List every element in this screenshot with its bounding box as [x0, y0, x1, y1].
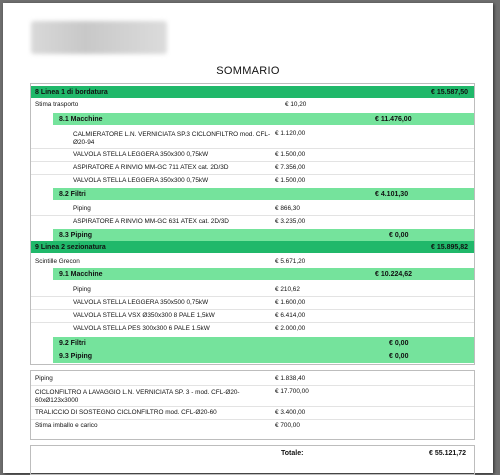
extras-table	[30, 370, 475, 440]
row-value: € 17.700,00	[275, 388, 309, 395]
row-label: VALVOLA STELLA VSX Ø350x300 8 PALE 1,5kW	[73, 312, 215, 319]
row-value: € 5.671,20	[275, 258, 306, 265]
row-value: € 7.356,00	[275, 164, 306, 171]
row-value: € 1.600,00	[275, 299, 306, 306]
list-item	[31, 326, 474, 336]
section-total: € 15.587,50	[431, 89, 468, 96]
row-label: TRALICCIO DI SOSTEGNO CICLONFILTRO mod. CFL-Ø20-60	[35, 409, 217, 416]
totale-label: Totale:	[281, 450, 304, 457]
row-value: € 2.000,00	[275, 325, 306, 332]
row-value: € 10,20	[285, 101, 307, 108]
section-label: 8.1 Macchine	[59, 116, 103, 123]
row-value: € 866,30	[275, 205, 300, 212]
row-value: € 3.235,00	[275, 218, 306, 225]
row-value: € 6.414,00	[275, 312, 306, 319]
section-total: € 11.476,00	[375, 116, 412, 123]
row-label: CICLONFILTRO A LAVAGGIO L.N. VERNICIATA SP. 3 - mod. CFL-Ø20-60xØ123x3000	[35, 389, 240, 404]
row-label: VALVOLA STELLA LEGGERA 350x300 0,75kW	[73, 151, 209, 158]
page-title: SOMMARIO	[216, 65, 280, 77]
section-label: 8.3 Piping	[59, 232, 93, 239]
section-total: € 0,00	[389, 340, 409, 347]
row-label: ASPIRATORE A RINVIO MM-GC 711 ATEX cat. 2D/3D	[73, 164, 229, 171]
row-label: VALVOLA STELLA PES 300x300 6 PALE 1.5kW	[73, 325, 210, 332]
section-8-2-header	[53, 188, 474, 200]
row-value: € 1.500,00	[275, 177, 306, 184]
section-8-1-header	[53, 113, 474, 125]
section-total: € 0,00	[389, 353, 409, 360]
row-label: Piping	[35, 375, 53, 382]
document-page	[3, 3, 493, 473]
section-total: € 10.224,62	[375, 271, 412, 278]
section-label: 9.2 Filtri	[59, 340, 86, 347]
company-logo-blurred	[31, 21, 167, 54]
section-8-header	[31, 86, 474, 98]
totale-row	[31, 450, 474, 462]
list-item	[31, 178, 474, 188]
section-9-2-9-3-block	[53, 337, 474, 363]
section-8-3-header	[53, 229, 474, 241]
totale-table	[30, 445, 475, 475]
section-total: € 4.101,30	[375, 191, 409, 198]
section-total: € 15.895,82	[431, 244, 468, 251]
row-label: Scintille Grecon	[35, 258, 80, 265]
section-label: 8 Linea 1 di bordatura	[35, 89, 108, 96]
section-label: 9 Linea 2 sezionatura	[35, 244, 106, 251]
section-9-1-header	[53, 268, 474, 280]
section-label: 9.3 Piping	[59, 353, 93, 360]
section-9-header	[31, 241, 474, 253]
section-label: 8.2 Filtri	[59, 191, 86, 198]
row-label: Stima trasporto	[35, 101, 79, 108]
row-label: Stima imballo e carico	[35, 422, 98, 429]
row-label: CALMIERATORE L.N. VERNICIATA SP.3 CICLONFILTRO mod. CFL-Ø20-94	[73, 131, 271, 146]
row-value: € 1.500,00	[275, 151, 306, 158]
totale-value: € 55.121,72	[429, 450, 466, 457]
section-label: 9.1 Macchine	[59, 271, 103, 278]
row-label: ASPIRATORE A RINVIO MM-GC 631 ATEX cat. 2D/3D	[73, 218, 229, 225]
list-item	[31, 389, 474, 407]
section-total: € 0,00	[389, 232, 409, 239]
row-value: € 700,00	[275, 422, 300, 429]
row-label: Piping	[73, 205, 91, 212]
row-value: € 3.400,00	[275, 409, 306, 416]
row-value: € 1.120,00	[275, 130, 306, 137]
row-value: € 1.838,40	[275, 375, 306, 382]
stima-trasporto-row	[31, 102, 474, 112]
row-label: VALVOLA STELLA LEGGERA 350x500 0,75kW	[73, 299, 209, 306]
row-label: VALVOLA STELLA LEGGERA 350x300 0,75kW	[73, 177, 209, 184]
summary-table	[30, 83, 475, 365]
row-label: Piping	[73, 286, 91, 293]
list-item	[31, 219, 474, 229]
list-item	[31, 131, 474, 149]
list-item	[31, 423, 474, 433]
row-value: € 210,62	[275, 286, 300, 293]
